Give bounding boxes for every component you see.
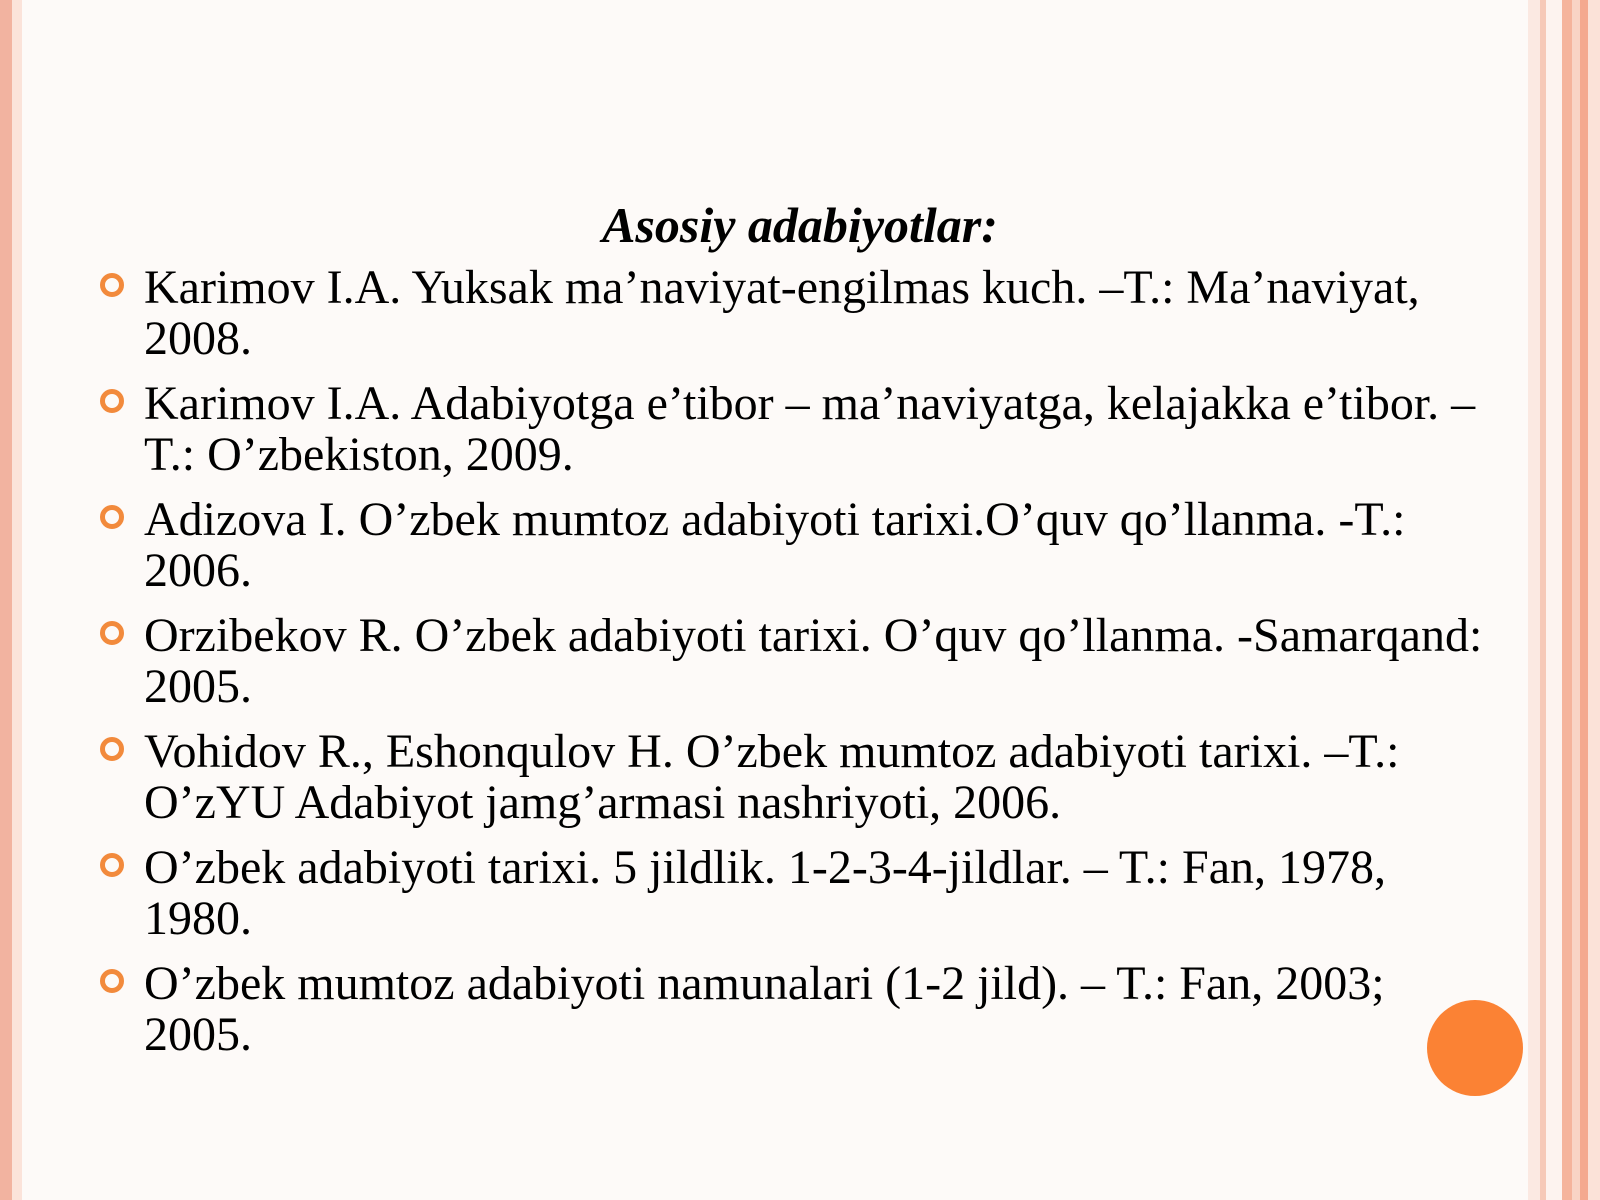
list-item <box>100 726 1500 828</box>
reference-text: Adizova I. O’zbek mumtoz adabiyoti tarixi.O’quv qo’llanma. -T.: 2006. <box>144 493 1406 597</box>
list-item <box>100 378 1500 480</box>
reference-text: O’zbek adabiyoti tarixi. 5 jildlik. 1-2-3-4-jildlar. – T.: Fan, 1978, 1980. <box>144 841 1386 945</box>
left-border-band <box>0 0 12 1200</box>
list-item <box>100 262 1500 364</box>
left-border-band-inner <box>12 0 22 1200</box>
ring-bullet-icon <box>100 969 124 993</box>
reference-text: Orzibekov R. O’zbek adabiyoti tarixi. O’quv qo’llanma. -Samarqand: 2005. <box>144 609 1483 713</box>
reference-text: Karimov I.A. Adabiyotga e’tibor – ma’naviyatga, kelajakka e’tibor. – T.: O’zbekiston, 2009. <box>144 377 1476 481</box>
decorative-circle <box>1427 1000 1523 1096</box>
ring-bullet-icon <box>100 505 124 529</box>
list-item <box>100 494 1500 596</box>
list-item <box>100 842 1500 944</box>
reference-text: Vohidov R., Eshonqulov H. O’zbek mumtoz adabiyoti tarixi. –T.: O’zYU Adabiyot jamg’armasi nashriyoti, 2006. <box>144 725 1400 829</box>
ring-bullet-icon <box>100 737 124 761</box>
reference-list <box>100 262 1500 1074</box>
ring-bullet-icon <box>100 389 124 413</box>
list-item <box>100 958 1500 1060</box>
list-item <box>100 610 1500 712</box>
reference-text: O’zbek mumtoz adabiyoti namunalari (1-2 jild). – T.: Fan, 2003; 2005. <box>144 957 1385 1061</box>
slide-title: Asosiy adabiyotlar: <box>602 197 998 253</box>
ring-bullet-icon <box>100 273 124 297</box>
reference-text: Karimov I.A. Yuksak ma’naviyat-engilmas kuch. –T.: Ma’naviyat, 2008. <box>144 261 1420 365</box>
right-border-stripes <box>1528 0 1600 1200</box>
ring-bullet-icon <box>100 621 124 645</box>
ring-bullet-icon <box>100 853 124 877</box>
